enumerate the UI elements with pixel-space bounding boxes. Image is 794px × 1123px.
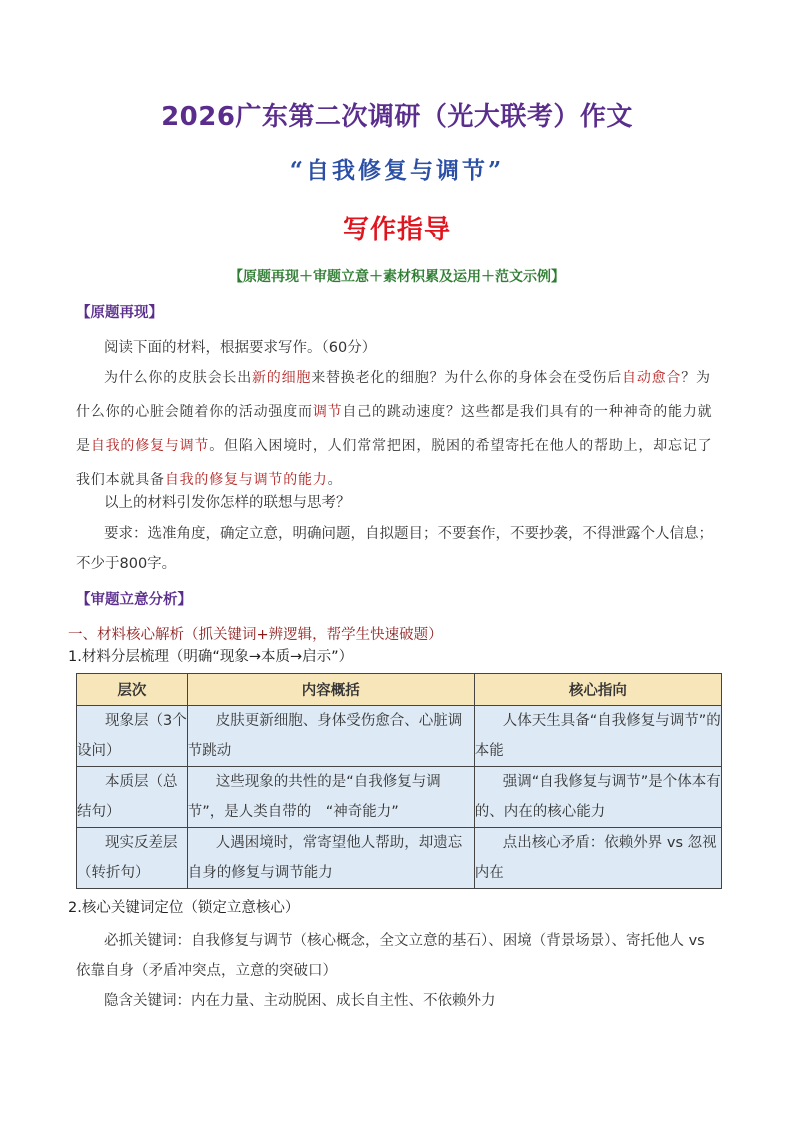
highlighted-phrase: 新的细胞 [252,370,312,386]
highlighted-phrase: 自我的修复与调节的能力 [164,472,328,488]
table-row [77,767,722,828]
table-cell: 人体天生具备“自我修复与调节”的本能 [474,706,721,767]
material-layer-table [76,673,722,889]
highlighted-phrase: 自动愈合 [622,370,682,386]
table-cell: 人遇困境时，常寄望他人帮助，却遗忘自身的修复与调节能力 [187,828,474,889]
section-heading-analysis: 【审题立意分析】 [76,592,192,608]
outline-subtitle: 【原题再现＋审题立意＋素材积累及运用＋范文示例】 [229,269,565,285]
analysis-subheading-1: 一、材料核心解析（抓关键词+辨逻辑，帮学生快速破题） [68,627,443,643]
table-cell: 皮肤更新细胞、身体受伤愈合、心脏调节跳动 [187,706,474,767]
guide-title: 写作指导 [342,215,451,245]
highlighted-phrase: 调节 [312,404,343,420]
highlighted-phrase: 自我的修复与调节 [90,438,210,454]
table-row [77,828,722,889]
document-title: 2026广东第二次调研（光大联考）作文 [161,102,633,132]
material-text: 为什么你的皮肤会长出 [104,370,252,386]
material-text: 。 [327,472,343,488]
keywords-implied: 隐含关键词：内在力量、主动脱困、成长自主性、不依赖外力 [104,993,496,1009]
analysis-subheading-1-2: 2.核心关键词定位（锁定立意核心） [68,900,300,916]
analysis-subheading-1-1: 1.材料分层梳理（明确“现象→本质→启示”） [68,649,354,665]
prompt-intro: 阅读下面的材料，根据要求写作。（60分） [104,340,377,356]
prompt-requirement: 要求：选准角度，确定立意，明确问题，自拟题目；不要套作，不要抄袭，不得泄露个人信息；不少于800字。 [76,526,713,572]
table-cell: 这些现象的共性的是“自我修复与调节”，是人类自带的 “神奇能力” [187,767,474,828]
prompt-material [76,361,722,497]
table-cell: 强调“自我修复与调节”是个体本有的、内在的核心能力 [474,767,721,828]
material-text: 自己的跳动速度？这些都是我们具有的一种神奇的能力就是 [76,404,713,454]
table-cell: 现实反差层（转折句） [77,828,188,889]
prompt-question: 以上的材料引发你怎样的联想与思考？ [104,495,351,511]
table-header-cell: 层次 [77,674,188,706]
keywords-required: 必抓关键词：自我修复与调节（核心概念，全文立意的基石）、困境（背景场景）、寄托他人 vs 依靠自身（矛盾冲突点，立意的突破口） [76,933,705,979]
material-text: 。但陷入困境时，人们常常把困，脱困的希望寄托在他人的帮助上，却忘记了我们本就具备 [76,438,713,488]
section-heading-original: 【原题再现】 [76,305,163,321]
table-cell: 点出核心矛盾：依赖外界 vs 忽视内在 [474,828,721,889]
table-cell: 现象层（3个设问） [77,706,188,767]
table-row [77,706,722,767]
table-header-row [77,674,722,706]
table-cell: 本质层（总结句） [77,767,188,828]
material-text: 来替换老化的细胞？为什么你的身体会在受伤后 [311,370,623,386]
table-header-cell: 核心指向 [474,674,721,706]
essay-topic: “自我修复与调节” [289,157,505,184]
material-text: ？为什么你的心脏会随着你的活动强度而 [76,370,711,420]
table-header-cell: 内容概括 [187,674,474,706]
